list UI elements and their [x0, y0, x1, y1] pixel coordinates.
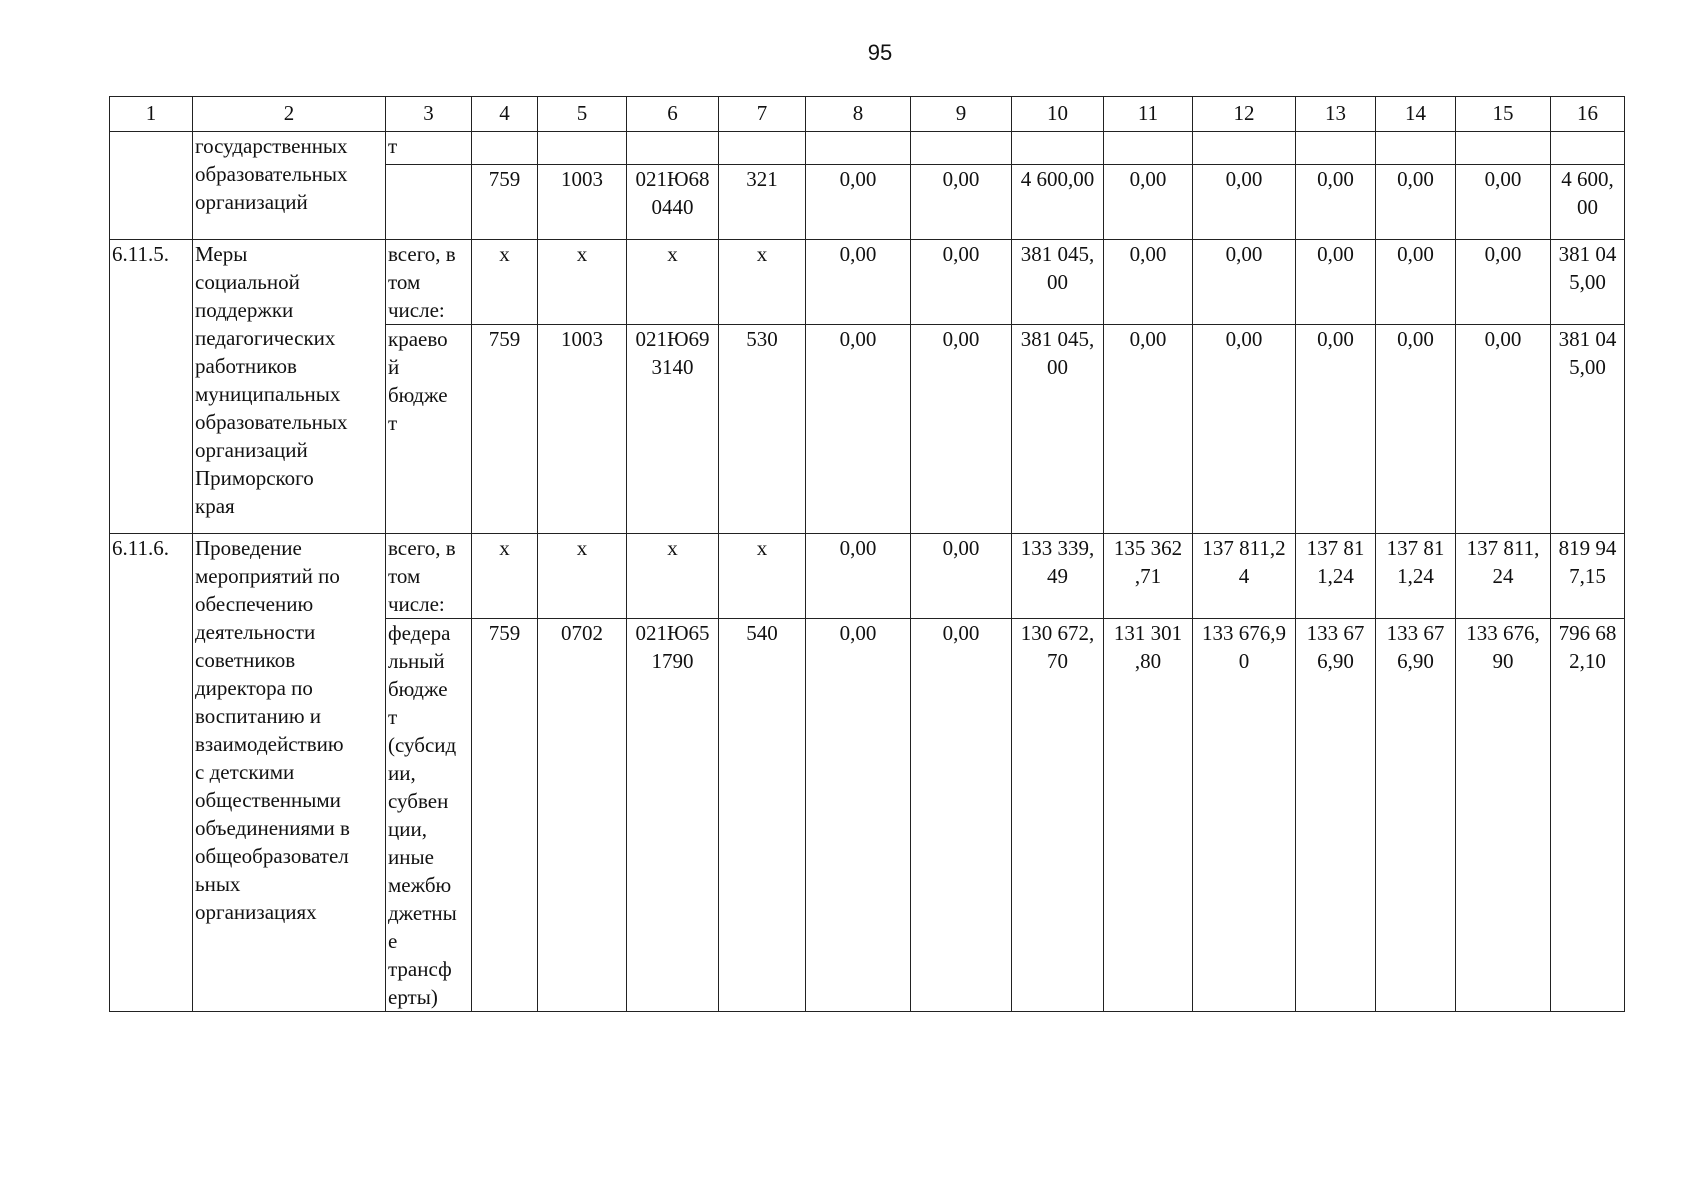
table-cell: 0,00	[1104, 165, 1193, 240]
table-cell: 1003	[538, 165, 627, 240]
table-cell: 137 81 1,24	[1376, 534, 1456, 619]
table-cell: 0,00	[1456, 165, 1551, 240]
table-cell: 133 676, 90	[1456, 619, 1551, 1012]
budget-table	[109, 96, 1625, 1012]
table-cell: 0,00	[1193, 325, 1296, 534]
table-row	[110, 132, 1625, 165]
table-cell: 381 045, 00	[1012, 240, 1104, 325]
table-cell: 381 04 5,00	[1551, 325, 1625, 534]
column-header: 16	[1551, 97, 1625, 132]
column-header: 14	[1376, 97, 1456, 132]
table-cell: 0,00	[911, 165, 1012, 240]
table-cell: 131 301 ,80	[1104, 619, 1193, 1012]
table-cell: х	[472, 534, 538, 619]
table-cell: 540	[719, 619, 806, 1012]
table-cell: х	[719, 240, 806, 325]
column-header: 6	[627, 97, 719, 132]
table-cell: 137 811,2 4	[1193, 534, 1296, 619]
table-cell: 0,00	[911, 619, 1012, 1012]
table-cell: х	[627, 240, 719, 325]
column-header: 5	[538, 97, 627, 132]
table-cell: 0,00	[911, 240, 1012, 325]
table-cell: 381 045, 00	[1012, 325, 1104, 534]
table-row	[110, 240, 1625, 325]
column-header-row	[110, 97, 1625, 132]
column-header: 4	[472, 97, 538, 132]
table-cell: 0,00	[1456, 325, 1551, 534]
table-cell: 0,00	[1193, 240, 1296, 325]
table-cell: 0,00	[806, 165, 911, 240]
column-header: 8	[806, 97, 911, 132]
column-header: 1	[110, 97, 193, 132]
table-cell: 0,00	[1456, 240, 1551, 325]
table-cell: 0,00	[1104, 240, 1193, 325]
column-header: 10	[1012, 97, 1104, 132]
table-cell: 0,00	[1296, 240, 1376, 325]
column-header: 11	[1104, 97, 1193, 132]
table-cell: т	[386, 132, 472, 165]
table-cell: 1003	[538, 325, 627, 534]
column-header: 7	[719, 97, 806, 132]
table-cell: х	[719, 534, 806, 619]
table-cell: 021Ю65 1790	[627, 619, 719, 1012]
table-cell: 133 67 6,90	[1296, 619, 1376, 1012]
table-cell: 0,00	[806, 325, 911, 534]
table-cell	[1376, 132, 1456, 165]
table-cell	[806, 132, 911, 165]
table-cell: 759	[472, 325, 538, 534]
column-header: 9	[911, 97, 1012, 132]
table-cell	[386, 165, 472, 240]
table-cell: 133 67 6,90	[1376, 619, 1456, 1012]
table-cell	[627, 132, 719, 165]
table-cell	[1104, 132, 1193, 165]
table-cell: Меры социальной поддержки педагогических работников муниципальных образовательных организаций Приморского края	[193, 240, 386, 534]
table-cell: 4 600, 00	[1551, 165, 1625, 240]
column-header: 12	[1193, 97, 1296, 132]
table-cell: х	[538, 240, 627, 325]
table-cell: 0,00	[1296, 165, 1376, 240]
table-cell: 0,00	[1193, 165, 1296, 240]
table-cell	[472, 132, 538, 165]
table-cell: краево й бюдже т	[386, 325, 472, 534]
table-cell: 6.11.5.	[110, 240, 193, 534]
table-cell	[1193, 132, 1296, 165]
table-cell: 6.11.6.	[110, 534, 193, 1012]
table-cell	[1551, 132, 1625, 165]
table-row	[110, 534, 1625, 619]
table-cell: 0,00	[911, 534, 1012, 619]
table-cell	[1456, 132, 1551, 165]
table-cell: 0,00	[1104, 325, 1193, 534]
table-cell: х	[627, 534, 719, 619]
table-cell: х	[472, 240, 538, 325]
table-cell	[538, 132, 627, 165]
table-cell	[911, 132, 1012, 165]
column-header: 13	[1296, 97, 1376, 132]
column-header: 15	[1456, 97, 1551, 132]
table-cell: 819 94 7,15	[1551, 534, 1625, 619]
page-number: 95	[867, 40, 893, 65]
table-cell	[110, 132, 193, 240]
table-cell: 021Ю68 0440	[627, 165, 719, 240]
table-cell: 759	[472, 165, 538, 240]
table-cell: 0,00	[911, 325, 1012, 534]
table-cell: всего, в том числе:	[386, 534, 472, 619]
table-cell: 759	[472, 619, 538, 1012]
table-cell: государственных образовательных организаций	[193, 132, 386, 240]
table-cell	[719, 132, 806, 165]
table-cell: всего, в том числе:	[386, 240, 472, 325]
table-cell: 130 672, 70	[1012, 619, 1104, 1012]
table-cell: 0,00	[1296, 325, 1376, 534]
table-cell: 0,00	[1376, 325, 1456, 534]
table-cell: Проведение мероприятий по обеспечению деятельности советников директора по воспитанию и взаимодействию с детскими общественными объединениями в общеобразовател ьных организациях	[193, 534, 386, 1012]
table-cell: федера льный бюдже т (субсид ии, субвен ции, иные межбю джетны е трансф ерты)	[386, 619, 472, 1012]
table-cell: 0,00	[1376, 240, 1456, 325]
column-header: 3	[386, 97, 472, 132]
table-cell: 137 811, 24	[1456, 534, 1551, 619]
table-cell: 0,00	[806, 240, 911, 325]
table-cell	[1012, 132, 1104, 165]
table-cell: 133 676,9 0	[1193, 619, 1296, 1012]
table-cell: 021Ю69 3140	[627, 325, 719, 534]
column-header: 2	[193, 97, 386, 132]
table-cell: 0702	[538, 619, 627, 1012]
table-cell: 4 600,00	[1012, 165, 1104, 240]
table-cell: 796 68 2,10	[1551, 619, 1625, 1012]
table-cell: 321	[719, 165, 806, 240]
table-cell: 0,00	[806, 619, 911, 1012]
table-cell: 135 362 ,71	[1104, 534, 1193, 619]
table-cell: х	[538, 534, 627, 619]
table-cell: 137 81 1,24	[1296, 534, 1376, 619]
table-cell: 0,00	[806, 534, 911, 619]
table-cell: 0,00	[1376, 165, 1456, 240]
table-cell	[1296, 132, 1376, 165]
table-cell: 381 04 5,00	[1551, 240, 1625, 325]
table-cell: 133 339, 49	[1012, 534, 1104, 619]
table-cell: 530	[719, 325, 806, 534]
